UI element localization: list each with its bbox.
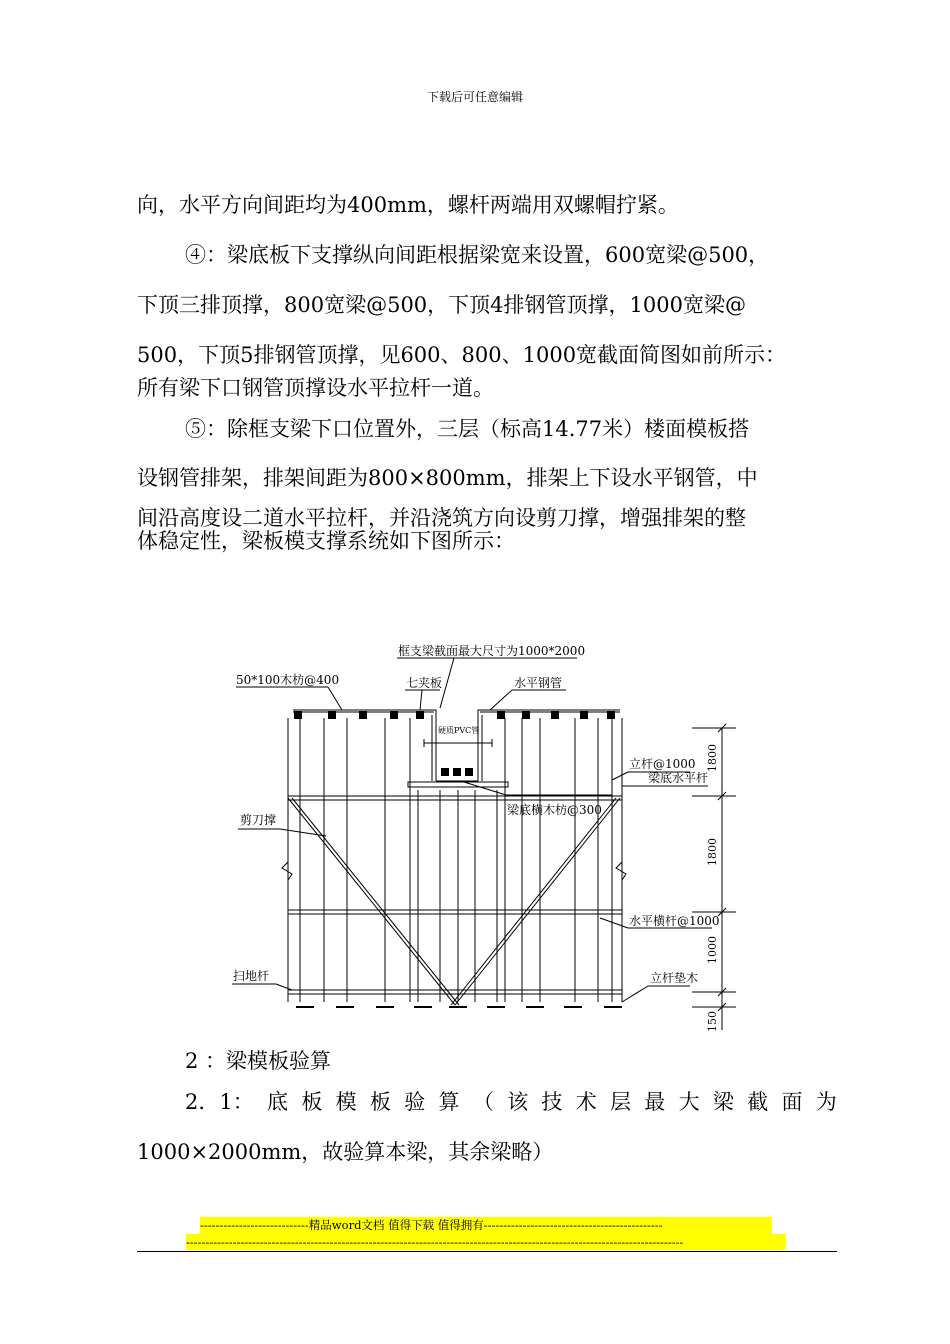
token: 模 (335, 1090, 357, 1114)
paragraph-line: 下顶三排顶撑，800宽梁@500，下顶4排钢管顶撑，1000宽梁@ (137, 293, 746, 317)
section-heading: 2 ：梁模板验算 (185, 1049, 332, 1073)
dim-label: 1800 (706, 838, 719, 866)
paragraph-line: 500，下顶5排钢管顶撑，见600、800、1000宽截面简图如前所示： (137, 343, 787, 367)
token: 层 (610, 1090, 631, 1114)
label-pole: 立杆@1000 (629, 757, 696, 771)
token: 大 (678, 1090, 700, 1114)
label-steel: 水平钢管 (514, 676, 563, 690)
footer-rule (137, 1251, 837, 1252)
footer-banner: ----------------------------精品word文档 值得下载 值得拥有---------------------------------------------- (200, 1217, 772, 1234)
paragraph-line: 间沿高度设二道水平拉杆，并沿浇筑方向设剪刀撑，增强排架的整 (137, 506, 746, 530)
dim-label: 1800 (706, 744, 719, 772)
label-beam-bottom-bar: 梁底水平杆 (648, 771, 709, 785)
token: 技 (541, 1090, 563, 1114)
formwork-support-diagram (0, 630, 950, 1040)
paragraph-line: 体稳定性，梁板模支撑系统如下图所示： (137, 529, 515, 553)
label-pvc: 硬质PVC管 (438, 726, 480, 735)
token: 梁 (712, 1090, 734, 1114)
label-pad: 立杆垫木 (650, 971, 699, 985)
paragraph-line: 设钢管排架，排架间距为800×800mm，排架上下设水平钢管，中 (137, 466, 758, 490)
paragraph-line: 所有梁下口钢管顶撑设水平拉杆一道。 (137, 376, 494, 400)
token: 板 (369, 1090, 391, 1114)
label-wood: 50*100木枋@400 (236, 673, 340, 687)
paragraph-line: 向，水平方向间距均为400mm，螺杆两端用双螺帽拧紧。 (137, 193, 679, 217)
paragraph-line: 1000×2000mm，故验算本梁，其余梁略） (137, 1140, 554, 1164)
label-sweep: 扫地杆 (233, 969, 270, 983)
figure-title: 框支梁截面最大尺寸为1000*2000 (398, 644, 586, 658)
token: 面 (781, 1090, 803, 1114)
token: 板 (301, 1090, 323, 1114)
label-plywood: 七夹板 (406, 676, 443, 690)
footer-banner-dashes: -------------------------------------------------------------------------------------------------------------------------------- (186, 1234, 786, 1250)
paragraph-line: ④：梁底板下支撑纵向间距根据梁宽来设置，600宽梁@500， (185, 243, 770, 267)
paragraph-line: ⑤：除框支梁下口位置外，三层（标高14.77米）楼面模板搭 (185, 417, 750, 441)
token: 为 (815, 1090, 837, 1114)
dim-label: 150 (706, 1011, 719, 1032)
subsection-line (185, 1089, 837, 1115)
token: 2．1： (185, 1090, 254, 1114)
token: 该 (507, 1090, 529, 1114)
page-header: 下载后可任意编辑 (426, 90, 523, 104)
label-scissor: 剪刀撑 (240, 813, 277, 827)
token: 验 (404, 1090, 426, 1114)
label-horizontal-bar: 水平横杆@1000 (629, 914, 720, 928)
label-beam-wood: 梁底横木枋@300 (507, 803, 602, 817)
token: 底 (267, 1090, 289, 1114)
token: 最 (644, 1090, 666, 1114)
token: 术 (575, 1090, 597, 1114)
token: （ (472, 1090, 494, 1114)
token: 算 (438, 1090, 460, 1114)
token: 截 (747, 1090, 769, 1114)
dim-label: 1000 (706, 936, 719, 964)
